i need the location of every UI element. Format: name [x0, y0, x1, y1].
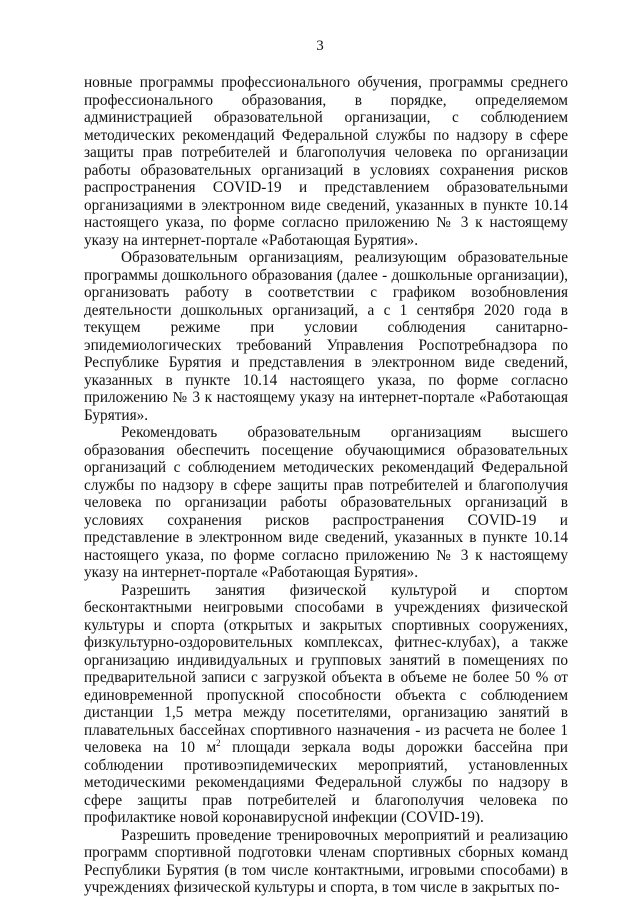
page-number: 3: [316, 38, 324, 54]
superscript-square: 2: [216, 737, 221, 748]
paragraph-physical-culture: [84, 582, 568, 827]
paragraph-continuation: новные программы профессионального обучения, программы среднего профессионального образования, в порядке, определяемом администрацией образовательной организации, с соблюдением методических рекомендаций Федеральной службы по надзору в сфере защиты прав потребителей и благополучия человека по организации работы образовательных организаций в условиях сохранения рисков распространения COVID-19 и представлением образовательными организациями в электронном виде сведений, указанных в пункте 10.14 настоящего указа, по форме согласно приложению № 3 к настоящему указу на интернет-портале «Работающая Бурятия».: [84, 74, 568, 249]
paragraph-physical-culture-part-1: Разрешить занятия физической культурой и спортом бесконтактными неигровыми способами в учреждениях физической культуры и спорта (открытых и закрытых спортивных сооружениях, физкультурно-оздоровительных комплексах, фитнес-клубах), а также организацию индивидуальных и групповых занятий в помещениях по предварительной записи с загрузкой объекта в объеме не более 50 % от единовременной пропускной способности объекта с соблюдением дистанции 1,5 метра между посетителями, организацию занятий в плавательных бассейнах спортивного назначения - из расчета не более 1 человека на 10 м: [84, 581, 568, 756]
paragraph-physical-culture-part-2: площади зеркала воды дорожки бассейна при соблюдении противоэпидемических мероприятий, установленных методическими рекомендациями Федеральной службы по надзору в сфере защиты прав потребителей и благополучия человека по профилактике новой коронавирусной инфекции (COVID-19).: [84, 739, 568, 826]
paragraph-preschool: Образовательным организациям, реализующим образовательные программы дошкольного образования (далее - дошкольные организации), организовать работу в соответствии с графиком возобновления деятельности дошкольных организаций, а с 1 сентября 2020 года в текущем режиме при условии соблюдения санитарно-эпидемиологических требований Управления Роспотребнадзора по Республике Бурятия и представления в электронном виде сведений, указанных в пункте 10.14 настоящего указа, по форме согласно приложению № 3 к настоящему указу на интернет-портале «Работающая Бурятия».: [84, 249, 568, 424]
paragraph-higher-education: Рекомендовать образовательным организациям высшего образования обеспечить посещение обучающимися образовательных организаций с соблюдением методических рекомендаций Федеральной службы по надзору в сфере защиты прав потребителей и благополучия человека по организации работы образовательных организаций в условиях сохранения рисков распространения COVID-19 и представление в электронном виде сведений, указанных в пункте 10.14 настоящего указа, по форме согласно приложению № 3 к настоящему указу на интернет-портале «Работающая Бурятия».: [84, 424, 568, 581]
paragraph-training-events: Разрешить проведение тренировочных мероприятий и реализацию программ спортивной подготовки членам спортивных сборных команд Республики Бурятия (в том числе контактными, игровыми способами) в учреждениях физической культуры и спорта, в том числе в закрытых по-: [84, 826, 568, 896]
document-body: [84, 74, 568, 897]
